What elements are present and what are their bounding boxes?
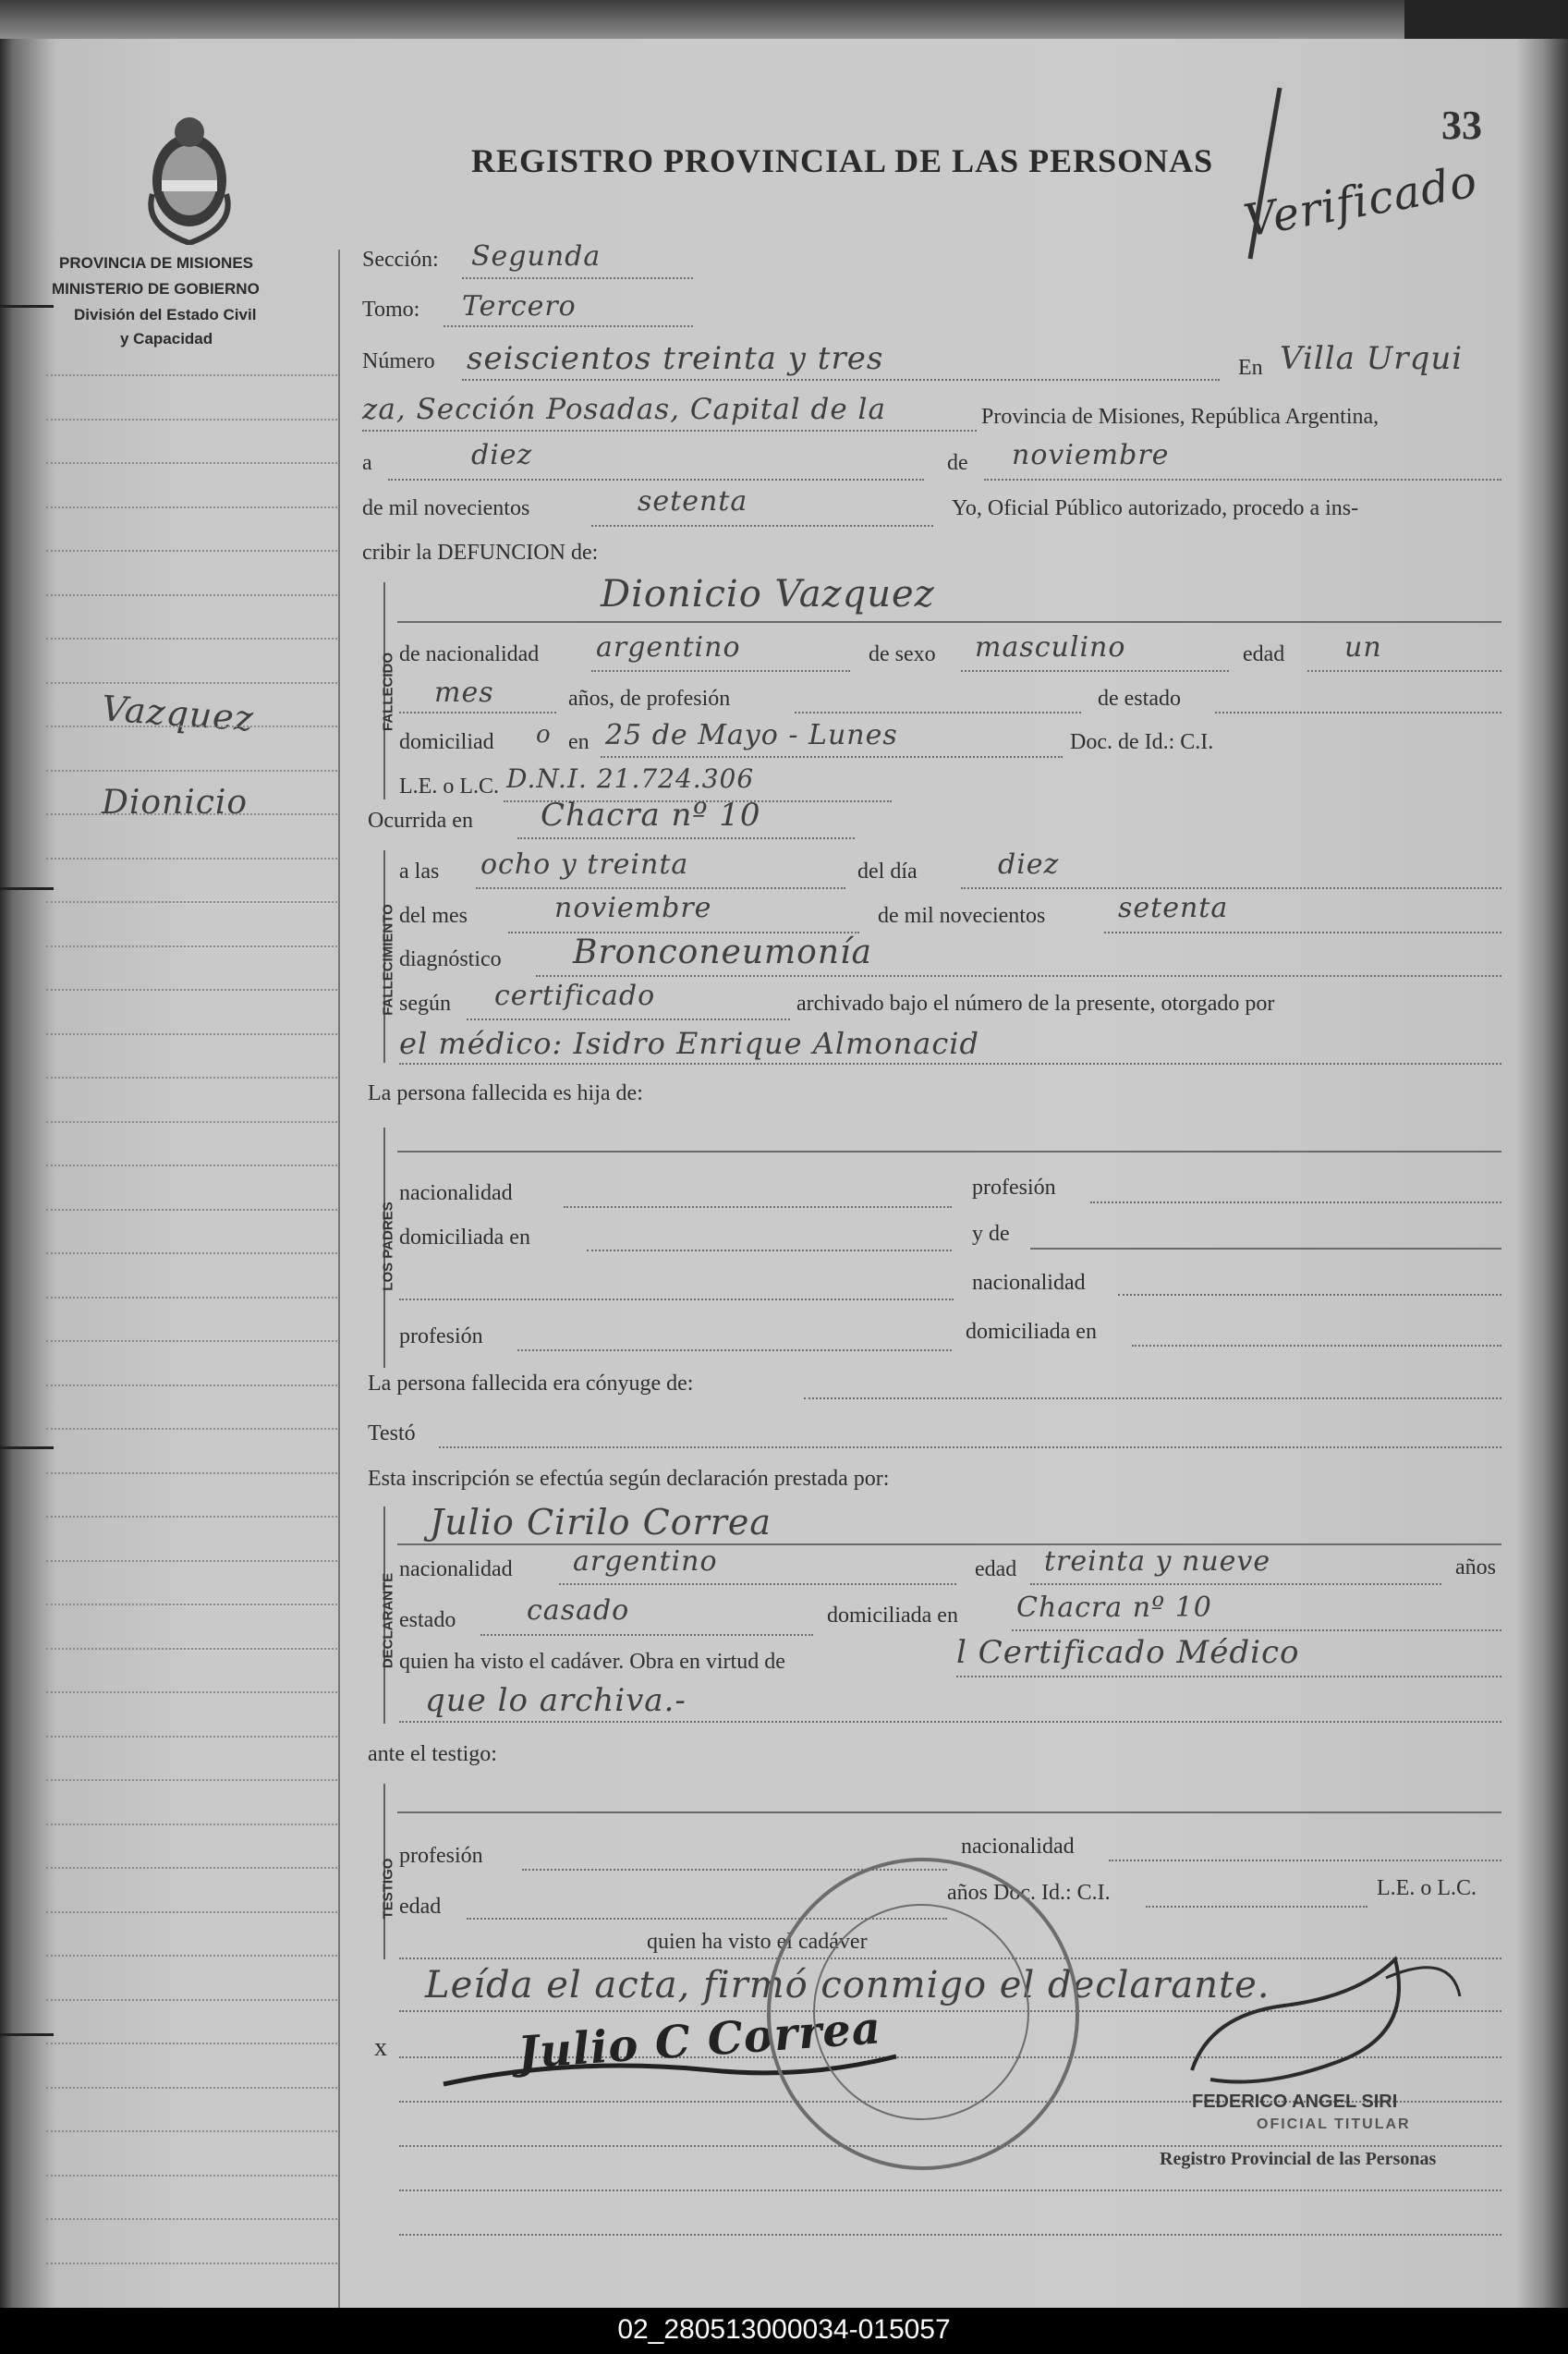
document-title: REGISTRO PROVINCIAL DE LAS PERSONAS [471, 142, 1214, 179]
official-seal-inner [813, 1904, 1029, 2120]
nacionalidad-value: argentino [596, 631, 741, 664]
doc-label: Doc. de Id.: C.I. [1070, 730, 1214, 754]
image-id-label: 02_280513000034-015057 [617, 2314, 951, 2345]
margin-ruled-line [46, 550, 337, 552]
testigo-visto-label: quien ha visto el cadáver [647, 1930, 868, 1954]
diagnostico-label: diagnóstico [399, 947, 502, 971]
declarante-obra-value: l Certificado Médico [956, 1634, 1300, 1671]
numero-value: seiscientos treinta y tres [467, 340, 884, 377]
margin-surname: Vazquez [100, 688, 256, 739]
inscripcion-label: Esta inscripción se efectúa según declaración prestada por: [368, 1467, 890, 1491]
domicilio-line [601, 756, 1063, 758]
testo-label: Testó [368, 1421, 416, 1445]
margin-ruled-line [46, 374, 337, 376]
ocurrida-line [517, 837, 855, 839]
dni-value: D.N.I. 21.724.306 [506, 763, 755, 794]
margin-ruled-line [46, 1867, 337, 1869]
padres-section-label: LOS PADRES [380, 1201, 396, 1291]
profesion-line [795, 712, 1081, 714]
margin-ruled-line [46, 770, 337, 772]
office-line-4: y Capacidad [120, 330, 213, 348]
margin-ruled-line [46, 1297, 337, 1299]
binding-mark [0, 1446, 54, 1449]
madre-nacionalidad-line [1118, 1294, 1501, 1296]
ocurrida-label: Ocurrida en [368, 809, 473, 833]
mes-label: del mes [399, 904, 468, 928]
testigo-doc-line [1146, 1906, 1367, 1908]
margin-ruled-line [46, 945, 337, 947]
margin-ruled-line [46, 1516, 337, 1518]
declarante-obra2-line [399, 1721, 1501, 1723]
dia-value: diez [471, 439, 533, 471]
testigo-anios-label: años Doc. Id.: C.I. [947, 1881, 1111, 1905]
margin-ruled-line [46, 1999, 337, 2001]
margin-ruled-line [46, 1252, 337, 1254]
en-label: En [1238, 356, 1263, 380]
margin-ruled-line [46, 2130, 337, 2132]
testigo-nacionalidad-line [1109, 1860, 1501, 1861]
margin-ruled-line [46, 2087, 337, 2089]
edad2-line [399, 712, 556, 714]
leida-text: Leída el acta, firmó conmigo el declarante. [425, 1964, 1270, 2006]
anios-profesion-label: años, de profesión [568, 687, 731, 711]
declarante-nacionalidad-value: argentino [573, 1545, 718, 1578]
margin-ruled-line [46, 989, 337, 991]
margin-ruled-line [46, 638, 337, 640]
diagnostico-value: Bronconeumonía [573, 933, 873, 971]
margin-ruled-line [46, 682, 337, 684]
ocurrida-value: Chacra nº 10 [541, 797, 761, 834]
declarante-edad-label: edad [975, 1557, 1017, 1581]
segun-line [467, 1018, 790, 1020]
declarante-domicilio-line [1012, 1629, 1501, 1631]
declarante-signature: Julio C Correa [516, 2002, 883, 2080]
declarante-nacionalidad-label: nacionalidad [399, 1557, 513, 1581]
edad-line [1307, 670, 1501, 672]
declarante-nombre: Julio Cirilo Correa [430, 1502, 772, 1543]
margin-ruled-line [46, 1209, 337, 1211]
declarante-estado-line [480, 1634, 813, 1636]
nombre-line [397, 621, 1501, 623]
book-top-edge [0, 0, 1568, 39]
seccion-value: Segunda [471, 240, 602, 273]
signature-ruled-line [399, 2189, 1501, 2191]
hora-line [476, 887, 845, 889]
nacionalidad-label: de nacionalidad [399, 642, 540, 666]
margin-ruled-line [46, 1604, 337, 1605]
domicilio-label: domiciliad [399, 730, 494, 754]
padre-name-line [397, 1151, 1501, 1153]
margin-ruled-line [46, 1165, 337, 1166]
mes-line [984, 479, 1501, 481]
signature-ruled-line [399, 2234, 1501, 2236]
mes-value: noviembre [1012, 439, 1170, 471]
sexo-line [961, 670, 1229, 672]
edad-value-2: mes [434, 677, 494, 709]
office-line-2: MINISTERIO DE GOBIERNO [52, 280, 260, 298]
margin-ruled-line [46, 1428, 337, 1430]
testo-line [439, 1446, 1501, 1448]
testigo-section-label: TESTIGO [380, 1858, 396, 1920]
margin-ruled-line [46, 1033, 337, 1035]
testigo-nacionalidad-label: nacionalidad [961, 1835, 1075, 1859]
margin-ruled-line [46, 1077, 337, 1079]
margin-name: Dionicio [102, 784, 249, 822]
margin-ruled-line [46, 1121, 337, 1123]
le-label: L.E. o L.C. [399, 775, 499, 799]
a-label: a [362, 451, 372, 475]
fallecimiento-anio-line [1104, 932, 1501, 933]
verified-annotation: Verificado [1240, 155, 1482, 248]
nacionalidad-line [591, 670, 850, 672]
madre-nacionalidad-label: nacionalidad [972, 1271, 1086, 1295]
fallecido-nombre: Dionicio Vazquez [601, 573, 935, 616]
fallecimiento-anio-value: setenta [1118, 892, 1229, 924]
declarante-visto-label: quien ha visto el cadáver. Obra en virtud de [399, 1650, 785, 1674]
dia-line [388, 479, 924, 481]
mil-label-2: de mil novecientos [878, 904, 1046, 928]
tomo-line [444, 325, 693, 327]
declarante-edad-value: treinta y nueve [1044, 1545, 1271, 1578]
medico-line [399, 1063, 1501, 1065]
testigo-name-line [397, 1811, 1501, 1813]
edad-label: edad [1243, 642, 1285, 666]
page-number: 33 [1441, 103, 1482, 148]
ante-testigo-label: ante el testigo: [368, 1742, 497, 1766]
margin-ruled-line [46, 1955, 337, 1957]
official-title: OFICIAL TITULAR [1257, 2116, 1411, 2132]
coat-of-arms-icon [139, 106, 240, 245]
domicilio-en-label: en [568, 730, 590, 754]
margin-ruled-line [46, 2218, 337, 2220]
declarante-estado-label: estado [399, 1608, 456, 1632]
office-line-3: División del Estado Civil [74, 306, 257, 323]
hora-label: a las [399, 860, 440, 884]
declarante-domiciliada-label: domiciliada en [827, 1604, 958, 1628]
sexo-value: masculino [975, 631, 1126, 664]
fallecimiento-dia-line [961, 887, 1501, 889]
margin-ruled-line [46, 1911, 337, 1913]
madre-domicilio-line [1132, 1345, 1501, 1347]
madre-name-line [1030, 1248, 1501, 1250]
diagnostico-line [536, 975, 1501, 977]
seccion-line [462, 277, 693, 279]
margin-ruled-line [46, 1560, 337, 1562]
padre-profesion2-line [517, 1349, 952, 1351]
conyuge-line [804, 1397, 1501, 1399]
declarante-name-line [397, 1543, 1501, 1545]
yde-label: y de [972, 1222, 1010, 1246]
margin-ruled-line [46, 1472, 337, 1474]
fallecimiento-mes-value: noviembre [554, 892, 712, 924]
sexo-label: de sexo [869, 642, 936, 666]
declarante-anios-label: años [1455, 1555, 1496, 1579]
margin-ruled-line [46, 419, 337, 421]
margin-ruled-line [46, 1779, 337, 1781]
padre-extra-line [399, 1299, 954, 1300]
padre-nacionalidad-line [564, 1206, 952, 1208]
margin-ruled-line [46, 726, 337, 727]
anio-value: setenta [638, 485, 748, 518]
segun-label: según [399, 992, 451, 1016]
lugar-value-1: Villa Urqui [1280, 340, 1464, 377]
declarante-domicilio-value: Chacra nº 10 [1016, 1592, 1212, 1624]
margin-ruled-line [46, 813, 337, 815]
numero-label: Número [362, 349, 435, 373]
margin-ruled-line [46, 462, 337, 464]
margin-ruled-line [46, 594, 337, 596]
margin-ruled-line [46, 1384, 337, 1386]
testigo-profesion-label: profesión [399, 1844, 483, 1868]
estado-label: de estado [1098, 687, 1181, 711]
margin-ruled-line [46, 2175, 337, 2177]
padre-profesion2-label: profesión [399, 1324, 483, 1348]
margin-ruled-line [46, 1340, 337, 1342]
medico-value: el médico: Isidro Enrique Almonacid [399, 1026, 979, 1061]
domicilio-value: 25 de Mayo - Lunes [605, 719, 898, 751]
testigo-edad-label: edad [399, 1895, 442, 1919]
declarante-edad-line [1030, 1583, 1441, 1585]
margin-ruled-line [46, 1648, 337, 1650]
margin-ruled-line [46, 901, 337, 903]
padre-profesion-line [1090, 1201, 1501, 1203]
office-line-1: PROVINCIA DE MISIONES [59, 254, 254, 272]
tomo-label: Tomo: [362, 298, 420, 322]
testigo-le-label: L.E. o L.C. [1377, 1876, 1477, 1900]
declarante-section-label: DECLARANTE [380, 1572, 396, 1669]
provincia-label: Provincia de Misiones, República Argentina, [981, 405, 1380, 429]
numero-line [462, 379, 1220, 381]
seccion-label: Sección: [362, 248, 439, 272]
fallecido-section-label: FALLECIDO [380, 653, 396, 731]
mil-label: de mil novecientos [362, 496, 530, 520]
inscribir-label: cribir la DEFUNCION de: [362, 541, 599, 565]
verification-stroke [1243, 83, 1298, 268]
book-cover-corner [1404, 0, 1568, 39]
de-label: de [947, 451, 968, 475]
hora-value: ocho y treinta [480, 848, 689, 881]
fallecimiento-dia-value: diez [998, 848, 1060, 881]
anio-line [591, 525, 933, 527]
oficial-label: Yo, Oficial Público autorizado, procedo a ins- [952, 496, 1359, 520]
lugar-value-2: za, Sección Posadas, Capital de la [362, 393, 886, 426]
official-registry: Registro Provincial de las Personas [1160, 2149, 1437, 2169]
binding-mark [0, 305, 54, 308]
tomo-value: Tercero [462, 290, 577, 323]
edad-value-1: un [1344, 631, 1382, 664]
margin-ruled-line [46, 506, 337, 508]
padre-nacionalidad-label: nacionalidad [399, 1181, 513, 1205]
conyuge-label: La persona fallecida era cónyuge de: [368, 1372, 694, 1396]
binding-mark [0, 887, 54, 890]
margin-ruled-line [46, 2043, 337, 2044]
padre-domicilio-line [587, 1250, 952, 1251]
margin-ruled-line [46, 1736, 337, 1738]
madre-domicilio-label: domiciliada en [966, 1320, 1097, 1344]
hija-label: La persona fallecida es hija de: [368, 1081, 643, 1105]
estado-line [1215, 712, 1501, 714]
lugar-line [362, 430, 977, 432]
declarante-nacionalidad-line [559, 1583, 956, 1585]
declarante-obra-value-2: que lo archiva.- [425, 1682, 687, 1719]
domicilio-o: o [536, 721, 552, 749]
segun-value: certificado [494, 980, 656, 1012]
official-signature [1173, 1941, 1478, 2098]
declarante-estado-value: casado [527, 1594, 630, 1627]
official-name: FEDERICO ANGEL SIRI [1192, 2092, 1398, 2112]
archivado-label: archivado bajo el número de la presente, otorgado por [796, 992, 1275, 1016]
binding-mark [0, 2033, 54, 2036]
fallecimiento-section-label: FALLECIMIENTO [380, 904, 396, 1016]
margin-ruled-line [46, 2263, 337, 2264]
margin-ruled-line [46, 1691, 337, 1693]
dia-label: del día [857, 860, 918, 884]
x-mark: x [374, 2033, 387, 2062]
margin-ruled-line [46, 1823, 337, 1825]
margin-ruled-line [46, 858, 337, 860]
margin-divider [338, 250, 340, 2311]
padre-domicilio-label: domiciliada en [399, 1226, 530, 1250]
declarante-obra-line [956, 1676, 1501, 1677]
padre-profesion-label: profesión [972, 1176, 1056, 1200]
